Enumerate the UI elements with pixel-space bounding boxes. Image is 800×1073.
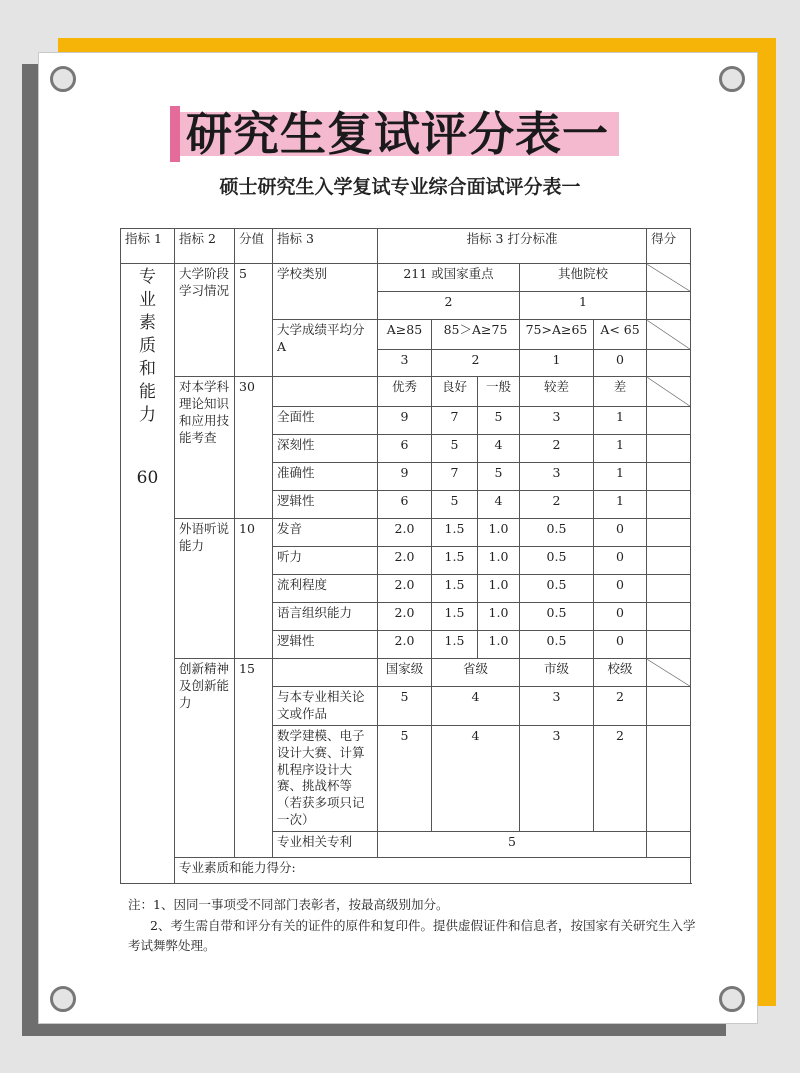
sec1-name: 大学阶段学习情况 bbox=[175, 264, 235, 377]
diagonal-cell bbox=[647, 377, 691, 407]
score-cell bbox=[647, 547, 691, 575]
binder-hole-icon bbox=[719, 66, 745, 92]
header-score-value: 分值 bbox=[235, 229, 273, 264]
table-row: 专 业 素 质 和 能 力 60 大学阶段学习情况 5 学校类别 211 或国家重点 其他院校 bbox=[121, 264, 691, 292]
score-cell bbox=[647, 407, 691, 435]
table-row: 全面性 9 7 5 3 1 bbox=[121, 407, 691, 435]
table-row: 2 1 bbox=[121, 292, 691, 320]
category-points: 60 bbox=[136, 467, 159, 488]
header-ind3-standard: 指标 3 打分标准 bbox=[378, 229, 647, 264]
diagonal-cell bbox=[647, 659, 691, 687]
score-cell bbox=[647, 687, 691, 726]
diagonal-cell bbox=[647, 320, 691, 350]
total-row bbox=[121, 858, 691, 884]
header-ind1: 指标 1 bbox=[121, 229, 175, 264]
binder-hole-icon bbox=[50, 986, 76, 1012]
table-row: 逻辑性 2.0 1.5 1.0 0.5 0 bbox=[121, 631, 691, 659]
sec1-score: 5 bbox=[235, 264, 273, 377]
sec3-name: 外语听说能力 bbox=[175, 519, 235, 659]
sec2-name: 对本学科理论知识和应用技能考查 bbox=[175, 377, 235, 519]
header-got: 得分 bbox=[647, 229, 691, 264]
table-row: 对本学科理论知识和应用技能考查 30 优秀 良好 一般 较差 差 bbox=[121, 377, 691, 407]
header-ind3: 指标 3 bbox=[273, 229, 378, 264]
table-row: 与本专业相关论文或作品 5 4 3 2 bbox=[121, 687, 691, 726]
banner-accent-bar bbox=[170, 106, 180, 162]
table-row: 流利程度 2.0 1.5 1.0 0.5 0 bbox=[121, 575, 691, 603]
diagonal-cell bbox=[647, 264, 691, 292]
binder-hole-icon bbox=[719, 986, 745, 1012]
score-cell bbox=[647, 435, 691, 463]
banner-title: 研究生复试评分表一 bbox=[186, 107, 609, 161]
page-title: 硕士研究生入学复试专业综合面试评分表一 bbox=[219, 176, 581, 198]
note-1: 注：1、因同一事项受不同部门表彰者，按最高级别加分。 bbox=[128, 897, 449, 912]
score-cell bbox=[647, 491, 691, 519]
table-row: 数学建模、电子设计大赛、计算机程序设计大赛、挑战杯等（若获多项只记一次） 5 4 3 2 bbox=[121, 725, 691, 831]
table-row: 大学成绩平均分 A A≥85 85＞A≥75 75>A≥65 A< 65 bbox=[121, 320, 691, 350]
note-2: 2、考生需自带和评分有关的证件的原件和复印件。提供虚假证件和信息者，按国家有关研究生入学考试舞弊处理。 bbox=[128, 917, 696, 954]
sec4-name: 创新精神及创新能力 bbox=[175, 659, 235, 858]
table-row: 准确性 9 7 5 3 1 bbox=[121, 463, 691, 491]
category-cell: 专 业 素 质 和 能 力 60 bbox=[121, 264, 175, 884]
school-label: 学校类别 bbox=[273, 264, 378, 320]
gpa-label: 大学成绩平均分 A bbox=[273, 320, 378, 377]
binder-hole-icon bbox=[50, 66, 76, 92]
notes bbox=[128, 895, 698, 957]
table-row: 创新精神及创新能力 15 国家级 省级 市级 校级 bbox=[121, 659, 691, 687]
table-row: 深刻性 6 5 4 2 1 bbox=[121, 435, 691, 463]
score-cell bbox=[647, 575, 691, 603]
total-label: 专业素质和能力得分: bbox=[175, 858, 691, 884]
score-cell bbox=[647, 832, 691, 858]
score-table bbox=[120, 228, 691, 884]
table-header-row bbox=[121, 229, 691, 264]
score-cell bbox=[647, 631, 691, 659]
score-cell bbox=[647, 463, 691, 491]
sec2-score: 30 bbox=[235, 377, 273, 519]
header-ind2: 指标 2 bbox=[175, 229, 235, 264]
score-cell bbox=[647, 292, 691, 320]
table-row: 听力 2.0 1.5 1.0 0.5 0 bbox=[121, 547, 691, 575]
score-cell bbox=[647, 725, 691, 831]
score-cell bbox=[647, 603, 691, 631]
table-row: 逻辑性 6 5 4 2 1 bbox=[121, 491, 691, 519]
score-cell bbox=[647, 350, 691, 377]
table-row: 专业相关专利 5 bbox=[121, 832, 691, 858]
score-cell bbox=[647, 519, 691, 547]
table-row: 外语听说能力 10 发音 2.0 1.5 1.0 0.5 0 bbox=[121, 519, 691, 547]
table-row: 3 2 1 0 bbox=[121, 350, 691, 377]
sec4-score: 15 bbox=[235, 659, 273, 858]
table-row: 语言组织能力 2.0 1.5 1.0 0.5 0 bbox=[121, 603, 691, 631]
sec3-score: 10 bbox=[235, 519, 273, 659]
